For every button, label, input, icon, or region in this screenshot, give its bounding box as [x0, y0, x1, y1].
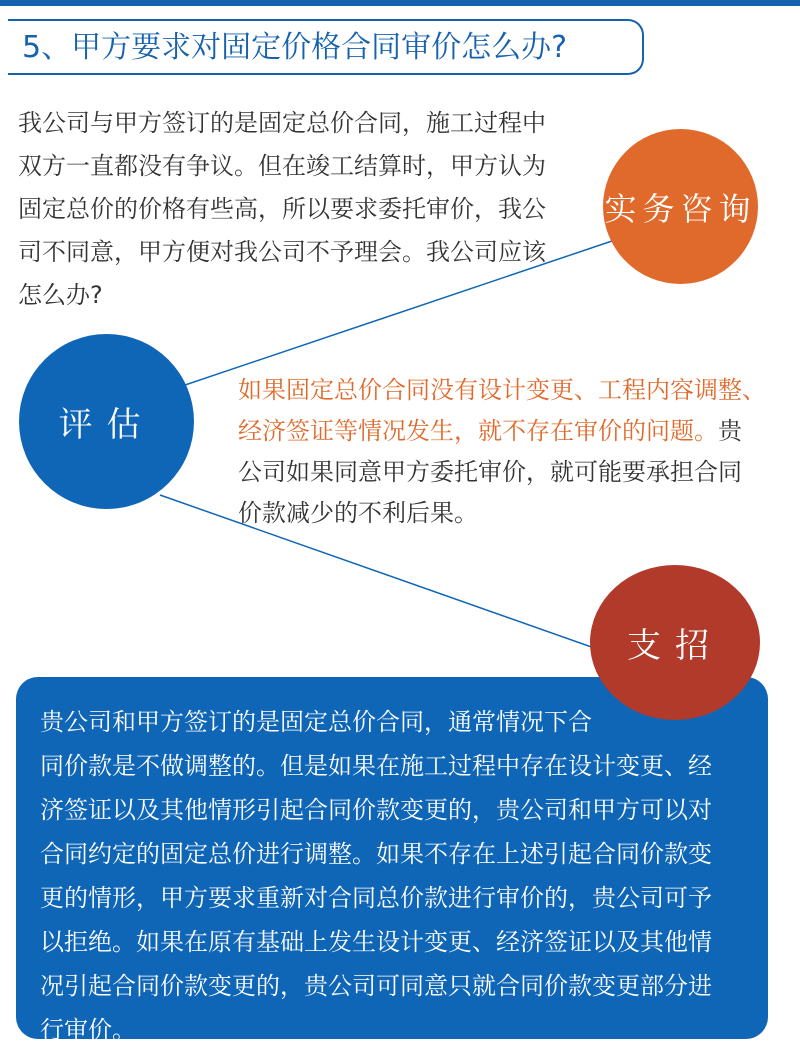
question-line: 我公司与甲方签订的是固定总价合同，施工过程中	[18, 109, 546, 137]
page-title: 5、甲方要求对固定价格合同审价怎么办?	[22, 30, 568, 65]
assessment-fragment: 贵	[718, 417, 742, 445]
answer-text	[40, 700, 752, 1052]
answer-line: 行审价。	[40, 1016, 136, 1044]
answer-line: 济签证以及其他情形引起合同价款变更的，贵公司和甲方可以对	[40, 796, 712, 824]
answer-line: 合同约定的固定总价进行调整。如果不存在上述引起合同价款变	[40, 840, 712, 868]
answer-line: 贵公司和甲方签订的是固定总价合同，通常情况下合	[40, 708, 592, 736]
question-line: 固定总价的价格有些高，所以要求委托审价，我公	[18, 195, 546, 223]
evaluate-label: 评估	[58, 405, 155, 445]
answer-line: 况引起合同价款变更的，贵公司可同意只就合同价款变更部分进	[40, 972, 712, 1000]
answer-line: 更的情形，甲方要求重新对合同总价款进行审价的，贵公司可予	[40, 884, 712, 912]
assessment-line: 公司如果同意甲方委托审价，就可能要承担合同	[238, 458, 742, 486]
question-line: 司不同意，甲方便对我公司不予理会。我公司应该	[18, 238, 546, 266]
question-line: 双方一直都没有争议。但在竣工结算时，甲方认为	[18, 152, 546, 180]
consult-circle	[603, 129, 758, 284]
assessment-line: 价款减少的不利后果。	[238, 499, 478, 527]
assessment-line	[238, 411, 790, 452]
assessment-highlight-fragment: 经济签证等情况发生，就不存在审价的问题。	[238, 417, 718, 445]
answer-line: 以拒绝。如果在原有基础上发生设计变更、经济签证以及其他情	[40, 928, 712, 956]
assessment-line-highlight: 如果固定总价合同没有设计变更、工程内容调整、	[238, 376, 766, 404]
answer-line: 同价款是不做调整的。但是如果在施工过程中存在设计变更、经	[40, 752, 712, 780]
assessment-text	[238, 370, 790, 534]
connector-line-consult	[185, 240, 615, 385]
tips-label: 支招	[627, 626, 723, 666]
question-line: 怎么办?	[18, 281, 103, 309]
consult-label: 实务咨询	[604, 189, 757, 228]
tips-circle	[590, 565, 760, 720]
evaluate-circle	[19, 334, 194, 509]
